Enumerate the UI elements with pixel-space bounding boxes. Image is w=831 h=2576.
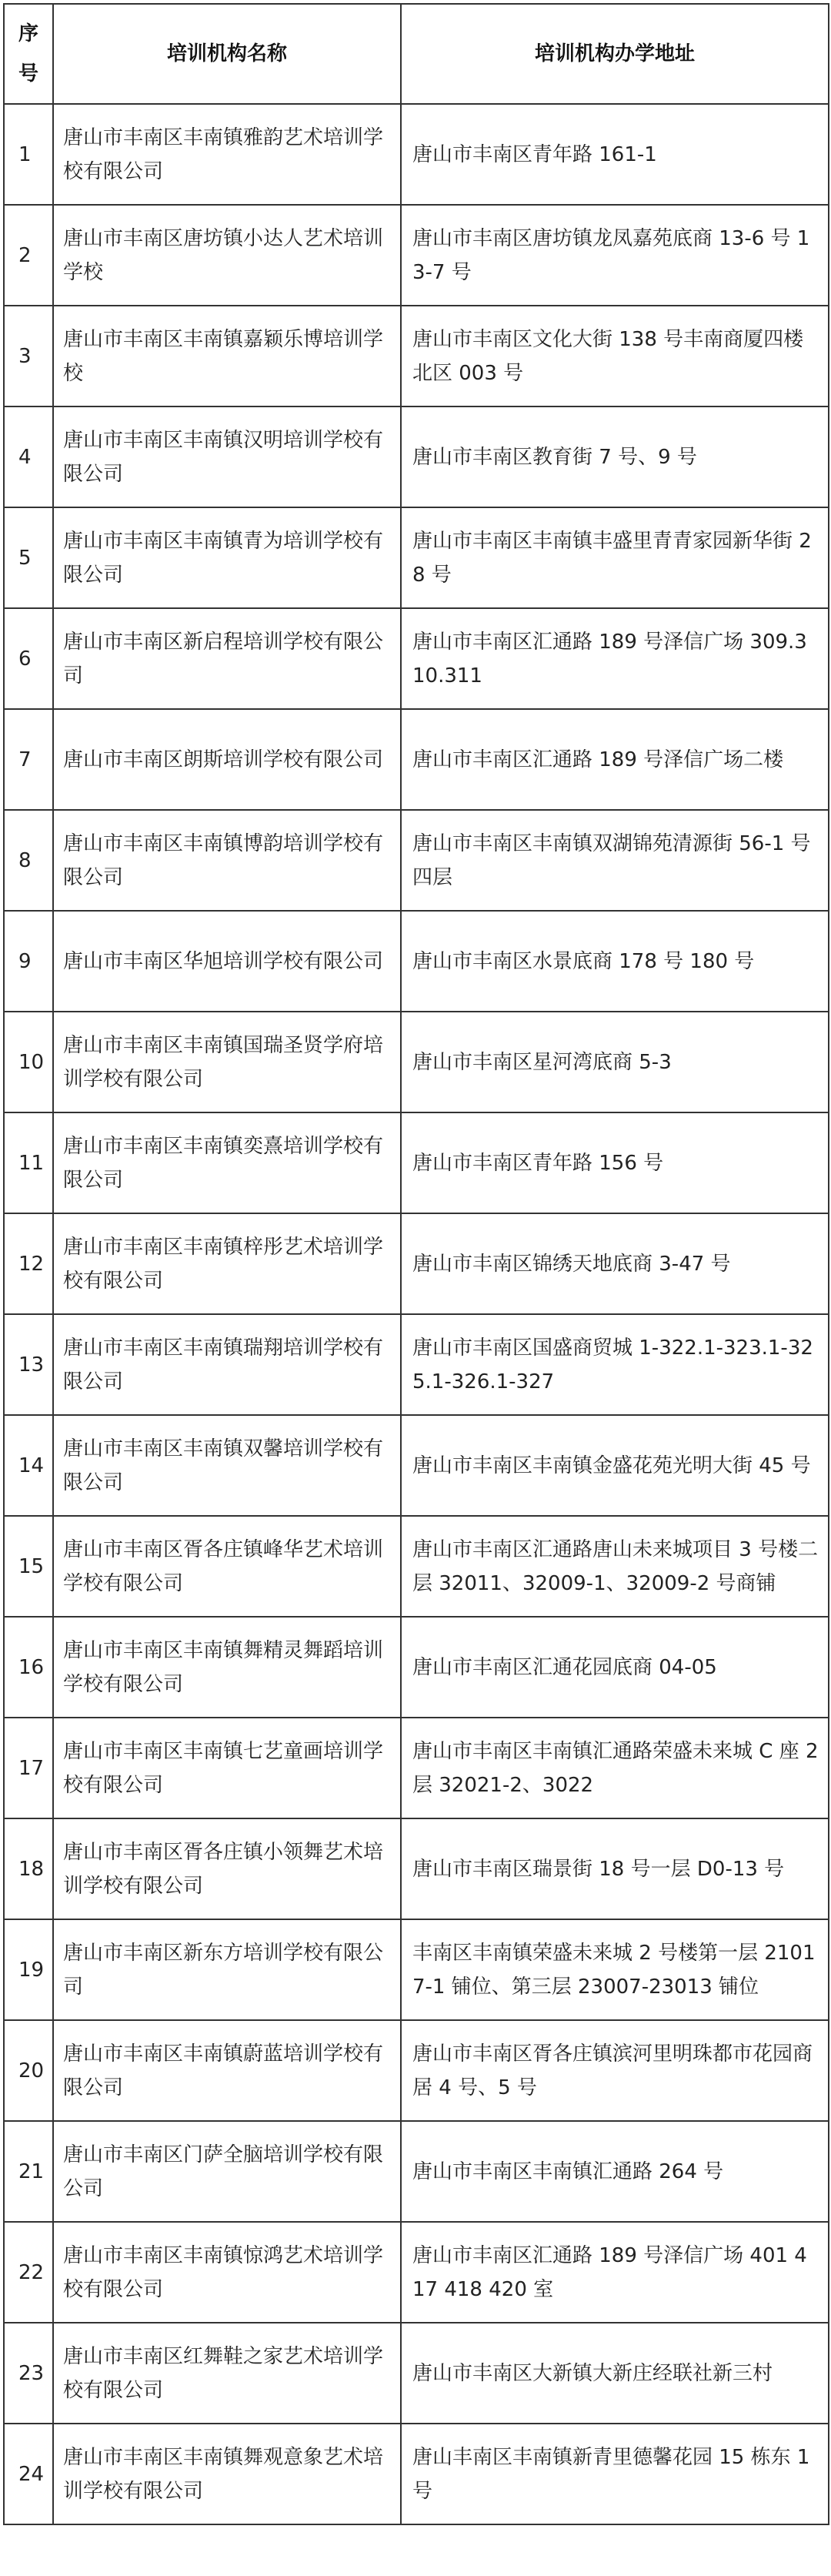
table-row [4, 1112, 829, 1213]
row-institution-address: 唐山市丰南区丰南镇双湖锦苑清源街 56-1 号四层 [401, 810, 829, 911]
table-row [4, 2424, 829, 2524]
table-row [4, 1617, 829, 1718]
row-institution-address: 唐山市丰南区胥各庄镇滨河里明珠都市花园商居 4 号、5 号 [401, 2020, 829, 2121]
row-institution-address: 唐山市丰南区唐坊镇龙凤嘉苑底商 13-6 号 13-7 号 [401, 205, 829, 306]
row-institution-name: 唐山市丰南区丰南镇汉明培训学校有限公司 [53, 406, 401, 507]
row-serial-number: 7 [4, 709, 53, 810]
row-institution-address: 唐山市丰南区汇通路 189 号泽信广场 309.310.311 [401, 608, 829, 709]
table-row [4, 911, 829, 1012]
row-serial-number: 13 [4, 1314, 53, 1415]
table-row [4, 1718, 829, 1818]
header-institution-name: 培训机构名称 [53, 4, 401, 104]
row-institution-address: 唐山市丰南区大新镇大新庄经联社新三村 [401, 2323, 829, 2424]
row-institution-name: 唐山市丰南区新东方培训学校有限公司 [53, 1919, 401, 2020]
row-serial-number: 4 [4, 406, 53, 507]
row-institution-address: 唐山市丰南区星河湾底商 5-3 [401, 1012, 829, 1112]
row-serial-number: 14 [4, 1415, 53, 1516]
table-row [4, 306, 829, 406]
table-row [4, 2222, 829, 2323]
row-institution-name: 唐山市丰南区胥各庄镇峰华艺术培训学校有限公司 [53, 1516, 401, 1617]
table-row [4, 1213, 829, 1314]
table-row [4, 2323, 829, 2424]
row-institution-name: 唐山市丰南区唐坊镇小达人艺术培训学校 [53, 205, 401, 306]
row-institution-address: 唐山市丰南区瑞景街 18 号一层 D0-13 号 [401, 1818, 829, 1919]
row-institution-address: 唐山市丰南区国盛商贸城 1-322.1-323.1-325.1-326.1-327 [401, 1314, 829, 1415]
row-institution-name: 唐山市丰南区丰南镇国瑞圣贤学府培训学校有限公司 [53, 1012, 401, 1112]
table-row [4, 1516, 829, 1617]
row-institution-name: 唐山市丰南区丰南镇蔚蓝培训学校有限公司 [53, 2020, 401, 2121]
row-institution-name: 唐山市丰南区丰南镇舞观意象艺术培训学校有限公司 [53, 2424, 401, 2524]
row-institution-address: 唐山市丰南区锦绣天地底商 3-47 号 [401, 1213, 829, 1314]
row-institution-address: 唐山市丰南区丰南镇汇通路 264 号 [401, 2121, 829, 2222]
row-institution-address: 唐山市丰南区汇通路 189 号泽信广场二楼 [401, 709, 829, 810]
table-body [4, 104, 829, 2524]
row-institution-address: 唐山市丰南区丰南镇汇通路荣盛未来城 C 座 2 层 32021-2、3022 [401, 1718, 829, 1818]
table-row [4, 2020, 829, 2121]
row-institution-name: 唐山市丰南区华旭培训学校有限公司 [53, 911, 401, 1012]
header-row [4, 4, 829, 104]
row-institution-address: 唐山市丰南区汇通路唐山未来城项目 3 号楼二层 32011、32009-1、32009-2 号商铺 [401, 1516, 829, 1617]
row-institution-address: 唐山市丰南区青年路 156 号 [401, 1112, 829, 1213]
row-institution-name: 唐山市丰南区新启程培训学校有限公司 [53, 608, 401, 709]
row-serial-number: 19 [4, 1919, 53, 2020]
row-serial-number: 12 [4, 1213, 53, 1314]
row-serial-number: 21 [4, 2121, 53, 2222]
row-institution-address: 唐山市丰南区水景底商 178 号 180 号 [401, 911, 829, 1012]
row-serial-number: 17 [4, 1718, 53, 1818]
row-serial-number: 22 [4, 2222, 53, 2323]
row-institution-name: 唐山市丰南区丰南镇惊鸿艺术培训学校有限公司 [53, 2222, 401, 2323]
row-institution-address: 唐山丰南区丰南镇新青里德馨花园 15 栋东 1 号 [401, 2424, 829, 2524]
row-institution-name: 唐山市丰南区丰南镇博韵培训学校有限公司 [53, 810, 401, 911]
row-institution-address: 唐山市丰南区教育街 7 号、9 号 [401, 406, 829, 507]
row-institution-address: 唐山市丰南区丰南镇丰盛里青青家园新华街 28 号 [401, 507, 829, 608]
table-row [4, 1314, 829, 1415]
row-serial-number: 9 [4, 911, 53, 1012]
row-institution-name: 唐山市丰南区丰南镇青为培训学校有限公司 [53, 507, 401, 608]
table-row [4, 810, 829, 911]
table-row [4, 205, 829, 306]
table-row [4, 1919, 829, 2020]
table-row [4, 608, 829, 709]
row-institution-name: 唐山市丰南区丰南镇双馨培训学校有限公司 [53, 1415, 401, 1516]
row-serial-number: 20 [4, 2020, 53, 2121]
row-institution-address: 唐山市丰南区文化大街 138 号丰南商厦四楼北区 003 号 [401, 306, 829, 406]
row-serial-number: 10 [4, 1012, 53, 1112]
row-institution-address: 唐山市丰南区丰南镇金盛花苑光明大街 45 号 [401, 1415, 829, 1516]
table-row [4, 1818, 829, 1919]
row-institution-name: 唐山市丰南区朗斯培训学校有限公司 [53, 709, 401, 810]
table-row [4, 507, 829, 608]
row-institution-name: 唐山市丰南区丰南镇七艺童画培训学校有限公司 [53, 1718, 401, 1818]
row-institution-address: 唐山市丰南区汇通路 189 号泽信广场 401 417 418 420 室 [401, 2222, 829, 2323]
row-institution-name: 唐山市丰南区丰南镇雅韵艺术培训学校有限公司 [53, 104, 401, 205]
table-row [4, 1012, 829, 1112]
row-institution-name: 唐山市丰南区丰南镇瑞翔培训学校有限公司 [53, 1314, 401, 1415]
table-row [4, 104, 829, 205]
row-serial-number: 5 [4, 507, 53, 608]
row-institution-name: 唐山市丰南区丰南镇嘉颖乐博培训学校 [53, 306, 401, 406]
row-serial-number: 2 [4, 205, 53, 306]
row-serial-number: 18 [4, 1818, 53, 1919]
header-institution-address: 培训机构办学地址 [401, 4, 829, 104]
row-serial-number: 1 [4, 104, 53, 205]
row-institution-address: 唐山市丰南区汇通花园底商 04-05 [401, 1617, 829, 1718]
row-institution-name: 唐山市丰南区丰南镇舞精灵舞蹈培训学校有限公司 [53, 1617, 401, 1718]
table-row [4, 709, 829, 810]
row-serial-number: 3 [4, 306, 53, 406]
header-serial-number: 序号 [4, 4, 53, 104]
row-serial-number: 23 [4, 2323, 53, 2424]
row-serial-number: 16 [4, 1617, 53, 1718]
row-institution-name: 唐山市丰南区丰南镇梓彤艺术培训学校有限公司 [53, 1213, 401, 1314]
table-row [4, 2121, 829, 2222]
row-institution-name: 唐山市丰南区丰南镇奕熹培训学校有限公司 [53, 1112, 401, 1213]
table-row [4, 406, 829, 507]
row-institution-name: 唐山市丰南区门萨全脑培训学校有限公司 [53, 2121, 401, 2222]
row-serial-number: 24 [4, 2424, 53, 2524]
table-header [4, 4, 829, 104]
row-institution-address: 丰南区丰南镇荣盛未来城 2 号楼第一层 21017-1 铺位、第三层 23007-23013 铺位 [401, 1919, 829, 2020]
table-row [4, 1415, 829, 1516]
row-institution-name: 唐山市丰南区胥各庄镇小领舞艺术培训学校有限公司 [53, 1818, 401, 1919]
row-institution-name: 唐山市丰南区红舞鞋之家艺术培训学校有限公司 [53, 2323, 401, 2424]
row-serial-number: 15 [4, 1516, 53, 1617]
row-institution-address: 唐山市丰南区青年路 161-1 [401, 104, 829, 205]
row-serial-number: 8 [4, 810, 53, 911]
row-serial-number: 6 [4, 608, 53, 709]
training-institutions-table [3, 3, 829, 2525]
row-serial-number: 11 [4, 1112, 53, 1213]
